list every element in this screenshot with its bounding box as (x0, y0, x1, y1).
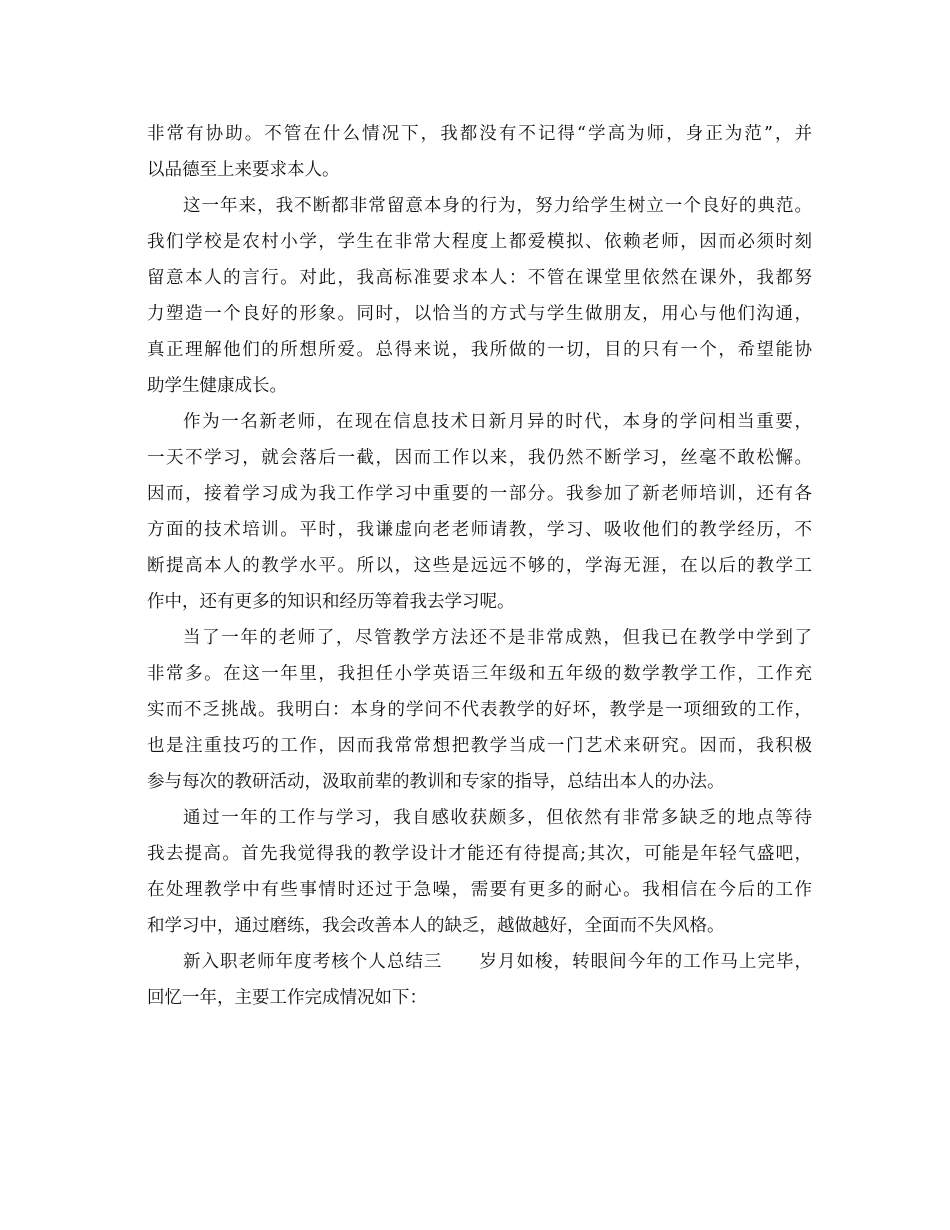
text-line: 助学生健康成长。 (147, 376, 287, 396)
text-line: 作中，还有更多的知识和经历等着我去学习呢。 (147, 592, 515, 612)
text-line: 因而，接着学习成为我工作学习中重要的一部分。我参加了新老师培训，还有各 (147, 484, 812, 504)
section-heading-line (147, 944, 812, 980)
text-line: 断提高本人的教学水平。所以，这些是远远不够的，学海无涯，在以后的教学工 (147, 556, 812, 576)
document-body (147, 116, 812, 1016)
text-line: 实而不乏挑战。我明白：本身的学问不代表教学的好坏，教学是一项细致的工作， (147, 700, 812, 720)
text-line: 非常多。在这一年里，我担任小学英语三年级和五年级的数学教学工作，工作充 (147, 664, 812, 684)
text-line: 和学习中，通过磨练，我会改善本人的缺乏，越做越好，全面而不失风格。 (147, 916, 725, 936)
text-line: 一天不学习，就会落后一截，因而工作以来，我仍然不断学习，丝毫不敢松懈。 (147, 448, 812, 468)
text-line: 力塑造一个良好的形象。同时，以恰当的方式与学生做朋友，用心与他们沟通， (147, 304, 812, 324)
text-line: 在处理教学中有些事情时还过于急噪，需要有更多的耐心。我相信在今后的工作 (147, 880, 812, 900)
text-line: 非常有协助。不管在什么情况下，我都没有不记得“学高为师，身正为范”，并 (147, 124, 812, 144)
text-line: 我们学校是农村小学，学生在非常大程度上都爱模拟、依赖老师，因而必须时刻 (147, 232, 812, 252)
section-heading: 新入职老师年度考核个人总结三 (183, 952, 443, 972)
text-line: 留意本人的言行。对此，我高标准要求本人：不管在课堂里依然在课外，我都努 (147, 268, 812, 288)
section-intro: 岁月如梭，转眼间今年的工作马上完毕， (478, 952, 812, 972)
paragraph-first-line: 作为一名新老师，在现在信息技术日新月异的时代，本身的学问相当重要， (183, 412, 812, 432)
text-line: 我去提高。首先我觉得我的教学设计才能还有待提高;其次，可能是年轻气盛吧， (147, 844, 812, 864)
paragraph-first-line: 通过一年的工作与学习，我自感收获颇多，但依然有非常多缺乏的地点等待 (183, 808, 812, 828)
paragraph-first-line: 当了一年的老师了，尽管教学方法还不是非常成熟，但我已在教学中学到了 (183, 628, 812, 648)
text-line: 方面的技术培训。平时，我谦虚向老老师请教，学习、吸收他们的教学经历，不 (147, 520, 812, 540)
text-line: 也是注重技巧的工作，因而我常常想把教学当成一门艺术来研究。因而，我积极 (147, 736, 812, 756)
text-line: 参与每次的教研活动，汲取前辈的教训和专家的指导，总结出本人的办法。 (147, 772, 725, 792)
text-line: 真正理解他们的所想所爱。总得来说，我所做的一切，目的只有一个，希望能协 (147, 340, 812, 360)
text-line: 以品德至上来要求本人。 (147, 160, 340, 180)
text-line: 回忆一年，主要工作完成情况如下： (147, 988, 427, 1008)
paragraph-first-line: 这一年来，我不断都非常留意本身的行为，努力给学生树立一个良好的典范。 (183, 196, 812, 216)
